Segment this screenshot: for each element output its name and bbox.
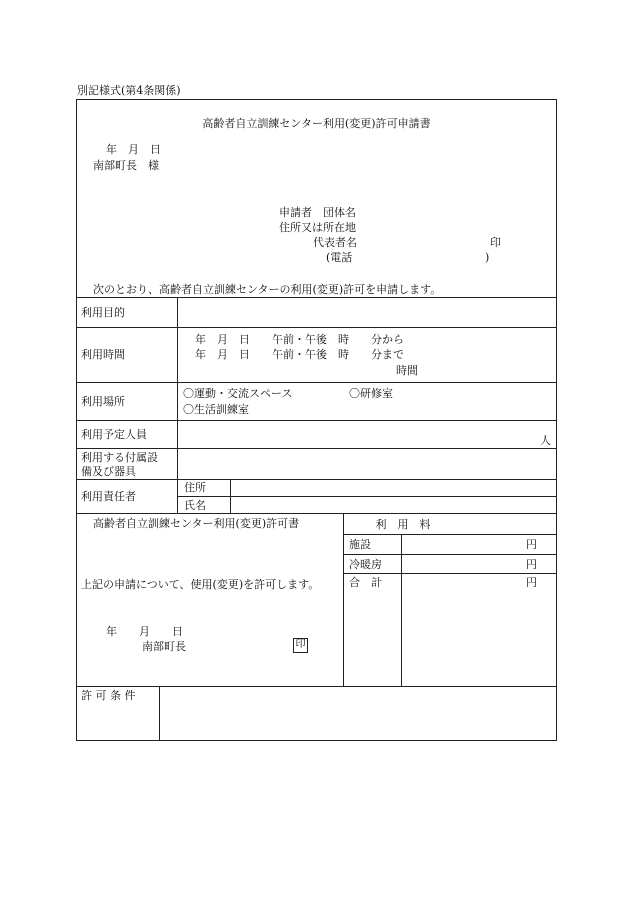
permit-issuer: 南部町長 bbox=[142, 640, 186, 653]
row-divider bbox=[76, 297, 557, 298]
conditions-label: 許 可 条 件 bbox=[81, 689, 136, 702]
conditions-label-divider bbox=[159, 686, 160, 741]
application-addressee: 南部町長 様 bbox=[93, 159, 159, 172]
people-unit: 人 bbox=[540, 434, 551, 447]
fee-value-divider bbox=[401, 534, 402, 686]
responsible-subdivider bbox=[230, 479, 231, 513]
applicant-phone-label: (電話 bbox=[326, 251, 353, 264]
permit-date: 年 月 日 bbox=[106, 625, 183, 638]
application-statement: 次のとおり、高齢者自立訓練センターの利用(変更)許可を申請します。 bbox=[93, 283, 442, 296]
row-divider bbox=[76, 448, 557, 449]
conditions-divider bbox=[76, 686, 557, 687]
applicant-seal-mark: 印 bbox=[490, 236, 501, 249]
responsible-address-label: 住所 bbox=[184, 481, 206, 494]
time-from: 年 月 日 午前・午後 時 分から bbox=[195, 333, 404, 346]
fee-row-divider bbox=[343, 534, 557, 535]
fee-total-label: 合 計 bbox=[349, 576, 382, 589]
fee-total-yen: 円 bbox=[526, 576, 537, 589]
row-divider bbox=[76, 382, 557, 383]
row-divider bbox=[76, 420, 557, 421]
place-label: 利用場所 bbox=[81, 395, 125, 408]
responsible-label: 利用責任者 bbox=[81, 490, 136, 503]
form-label: 別記様式(第4条関係) bbox=[77, 84, 181, 97]
purpose-label: 利用目的 bbox=[81, 306, 125, 319]
applicant-organization-label: 申請者 団体名 bbox=[279, 206, 356, 219]
label-column-divider bbox=[177, 297, 178, 513]
permit-fee-divider bbox=[343, 513, 344, 686]
fee-aircon-yen: 円 bbox=[526, 558, 537, 571]
time-to: 年 月 日 午前・午後 時 分まで bbox=[195, 348, 404, 361]
responsible-name-label: 氏名 bbox=[184, 499, 206, 512]
row-divider bbox=[76, 479, 557, 480]
place-option-life-training[interactable]: 〇生活訓練室 bbox=[183, 403, 249, 416]
place-option-training-room[interactable]: 〇研修室 bbox=[349, 387, 393, 400]
equipment-label-line1: 利用する付属設 bbox=[81, 451, 158, 464]
time-label: 利用時間 bbox=[81, 348, 125, 361]
applicant-address-label: 住所又は所在地 bbox=[279, 221, 356, 234]
application-date: 年 月 日 bbox=[106, 143, 161, 156]
fee-facility-yen: 円 bbox=[526, 538, 537, 551]
row-divider bbox=[177, 496, 557, 497]
time-total: 時間 bbox=[396, 364, 418, 377]
permit-seal: 印 bbox=[293, 638, 308, 653]
place-option-exercise[interactable]: 〇運動・交流スペース bbox=[183, 387, 293, 400]
fee-header: 利 用 料 bbox=[375, 518, 431, 531]
application-title: 高齢者自立訓練センター利用(変更)許可申請書 bbox=[202, 117, 431, 130]
fee-facility-label: 施設 bbox=[349, 538, 371, 551]
fee-row-divider bbox=[343, 554, 557, 555]
fee-aircon-label: 冷暖房 bbox=[349, 558, 382, 571]
equipment-label-line2: 備及び器具 bbox=[81, 465, 136, 478]
permit-title: 高齢者自立訓練センター利用(変更)許可書 bbox=[93, 517, 300, 530]
row-divider bbox=[76, 513, 557, 514]
applicant-representative-label: 代表者名 bbox=[313, 236, 357, 249]
applicant-phone-close: ) bbox=[485, 251, 490, 264]
fee-row-divider bbox=[343, 573, 557, 574]
people-label: 利用予定人員 bbox=[81, 428, 147, 441]
row-divider bbox=[76, 327, 557, 328]
permit-statement: 上記の申請について、使用(変更)を許可します。 bbox=[81, 578, 320, 591]
